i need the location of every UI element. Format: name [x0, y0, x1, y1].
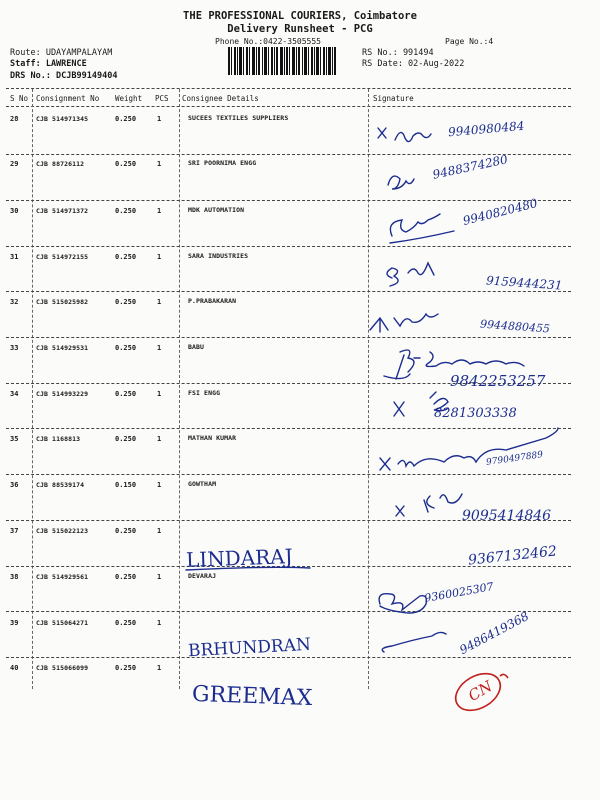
- handwritten-name: GREEMAX: [191, 681, 313, 712]
- row-weight: 0.250: [115, 115, 137, 123]
- page-number: Page No.:4: [445, 37, 494, 46]
- row-weight: 0.250: [115, 160, 137, 168]
- handwritten-phone: 8281303338: [434, 406, 517, 421]
- row-weight: 0.250: [115, 253, 137, 261]
- row-consignee: DEVARAJ: [188, 572, 217, 580]
- row-consignment: CJB 1168813: [36, 435, 81, 443]
- handwritten-phone: 9367132462: [467, 543, 558, 569]
- handwritten-phone: 9790497889: [485, 450, 544, 468]
- handwritten-phone: 9944880455: [479, 317, 551, 336]
- col-header-signature: Signature: [373, 94, 414, 103]
- handwritten-name: BRHUNDRAN: [187, 634, 312, 662]
- row-consignee: MATHAN KUMAR: [188, 434, 237, 442]
- row-pcs: 1: [157, 160, 162, 168]
- rs-date: RS Date: 02-Aug-2022: [362, 59, 465, 69]
- row-consignment: CJB 514971345: [36, 115, 89, 123]
- phone-number: Phone No.:0422-3505555: [215, 37, 321, 46]
- row-pcs: 1: [157, 207, 162, 215]
- row-sno: 37: [10, 527, 19, 535]
- row-consignee: SUCEES TEXTILES SUPPLIERS: [188, 114, 289, 122]
- row-consignment: CJB 515064271: [36, 619, 89, 627]
- row-weight: 0.250: [115, 664, 137, 672]
- row-weight: 0.250: [115, 435, 137, 443]
- row-sno: 32: [10, 298, 19, 306]
- row-consignee: BABU: [188, 343, 205, 351]
- row-sno: 39: [10, 619, 19, 627]
- handwritten-phone: 9488374280: [431, 152, 509, 182]
- row-consignment: CJB 515022123: [36, 527, 89, 535]
- row-pcs: 1: [157, 664, 162, 672]
- row-pcs: 1: [157, 115, 162, 123]
- row-pcs: 1: [157, 298, 162, 306]
- row-pcs: 1: [157, 344, 162, 352]
- row-consignee: SARA INDUSTRIES: [188, 252, 249, 260]
- row-consignment: CJB 514929531: [36, 344, 89, 352]
- row-consignment: CJB 88539174: [36, 481, 85, 489]
- drs-number: DRS No.: DCJB99149404: [10, 71, 118, 81]
- handwritten-phone: 9486419368: [457, 608, 532, 658]
- row-sno: 28: [10, 115, 19, 123]
- red-ink-mark: CN: [465, 677, 496, 705]
- col-header-sno: S No: [10, 94, 29, 103]
- row-pcs: 1: [157, 527, 162, 535]
- row-consignee: P.PRABAKARAN: [188, 297, 237, 305]
- row-consignee: FSI ENGG: [188, 389, 221, 397]
- row-pcs: 1: [157, 390, 162, 398]
- row-sno: 29: [10, 160, 19, 168]
- company-name: THE PROFESSIONAL COURIERS, Coimbatore: [183, 10, 417, 22]
- handwritten-phone: 9940820480: [461, 195, 539, 229]
- row-pcs: 1: [157, 435, 162, 443]
- handwritten-phone: 9159444231: [485, 273, 563, 293]
- staff-label: Staff: LAWRENCE: [10, 59, 87, 69]
- row-consignee: MDK AUTOMATION: [188, 206, 245, 214]
- row-sno: 34: [10, 390, 19, 398]
- row-sno: 40: [10, 664, 19, 672]
- row-weight: 0.250: [115, 298, 137, 306]
- row-pcs: 1: [157, 481, 162, 489]
- row-sno: 35: [10, 435, 19, 443]
- row-weight: 0.150: [115, 481, 137, 489]
- handwritten-name: LINDARAJ: [185, 544, 294, 572]
- row-sno: 38: [10, 573, 19, 581]
- row-consignment: CJB 88726112: [36, 160, 85, 168]
- handwritten-phone: 9842253257: [450, 372, 546, 390]
- row-consignment: CJB 515066099: [36, 664, 89, 672]
- row-weight: 0.250: [115, 344, 137, 352]
- row-pcs: 1: [157, 573, 162, 581]
- row-weight: 0.250: [115, 573, 137, 581]
- row-sno: 30: [10, 207, 19, 215]
- row-consignment: CJB 514929561: [36, 573, 89, 581]
- handwritten-phone: 9360025307: [423, 580, 495, 605]
- row-weight: 0.250: [115, 207, 137, 215]
- row-sno: 33: [10, 344, 19, 352]
- row-pcs: 1: [157, 253, 162, 261]
- row-weight: 0.250: [115, 527, 137, 535]
- row-consignment: CJB 515025982: [36, 298, 89, 306]
- col-header-consignment: Consignment No: [36, 94, 100, 103]
- col-header-consignee: Consignee Details: [182, 94, 259, 103]
- row-consignment: CJB 514993229: [36, 390, 89, 398]
- row-consignee: SRI POORNIMA ENGG: [188, 159, 257, 167]
- row-weight: 0.250: [115, 619, 137, 627]
- handwritten-phone: 9095414846: [462, 508, 552, 524]
- handwritten-phone: 9940980484: [447, 118, 525, 140]
- col-header-weight: Weight: [115, 94, 143, 103]
- col-header-pcs: PCS: [155, 94, 169, 103]
- row-consignee: GOWTHAM: [188, 480, 217, 488]
- row-weight: 0.250: [115, 390, 137, 398]
- rs-number: RS No.: 991494: [362, 48, 434, 58]
- row-sno: 31: [10, 253, 19, 261]
- route-label: Route: UDAYAMPALAYAM: [10, 48, 113, 58]
- row-pcs: 1: [157, 619, 162, 627]
- document-title: Delivery Runsheet - PCG: [227, 23, 373, 35]
- row-consignment: CJB 514971372: [36, 207, 89, 215]
- row-sno: 36: [10, 481, 19, 489]
- row-consignment: CJB 514972155: [36, 253, 89, 261]
